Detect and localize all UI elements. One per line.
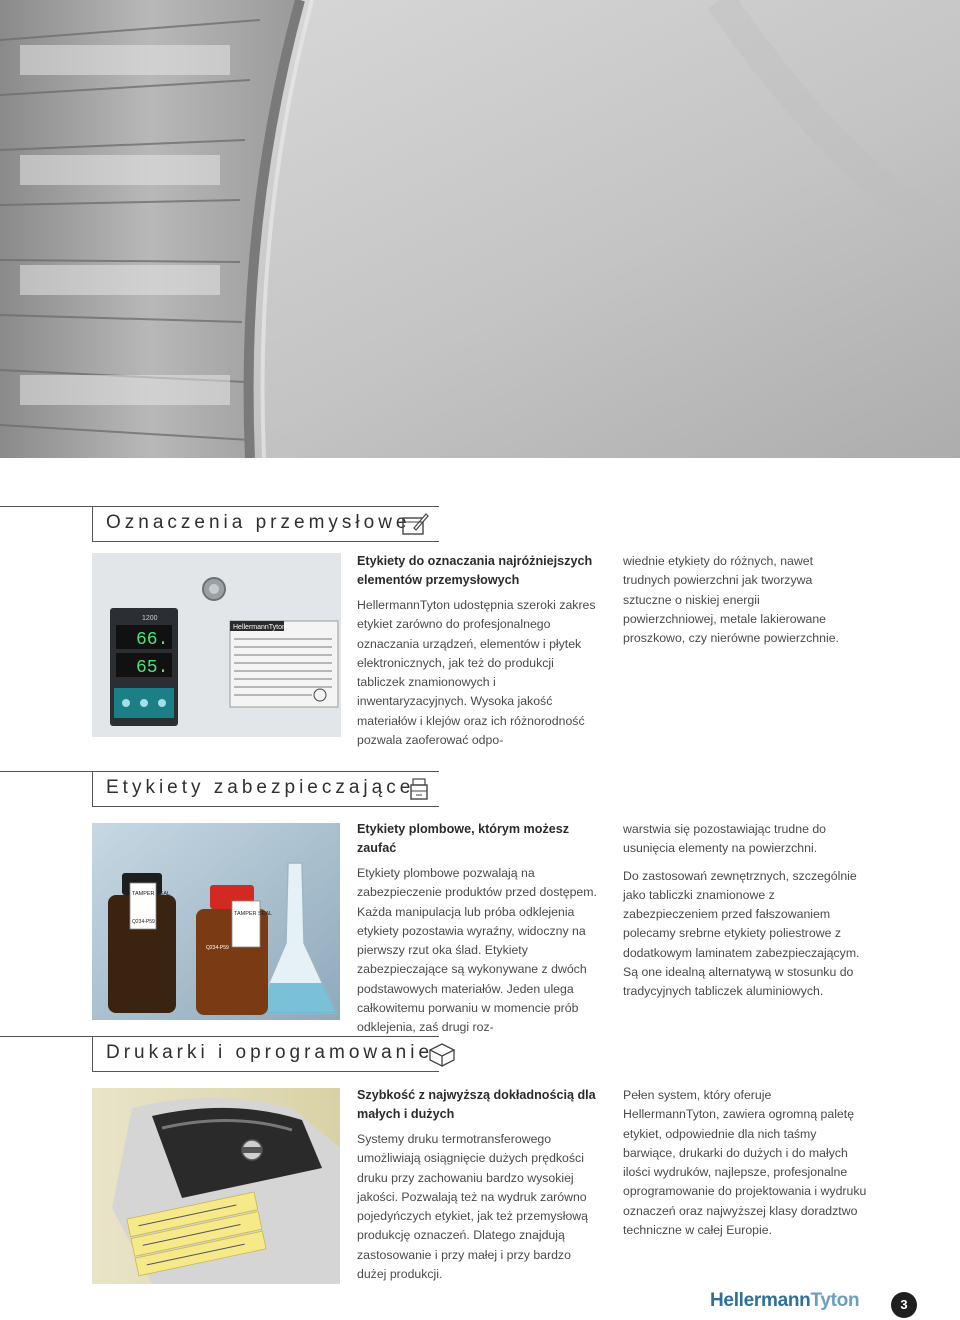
section3-right-column: [623, 1086, 869, 1248]
section2-paragraph-2: warstwia się pozostawiając trudne do usunięcia elementy na powierzchni.: [623, 822, 827, 856]
page-number: 3: [891, 1292, 917, 1318]
section1-heading: Etykiety do oznaczania najróżniejszych elementów przemysłowych: [357, 554, 593, 587]
label-pen-icon: [400, 508, 430, 538]
section-title: Etykiety zabezpieczające: [106, 777, 415, 798]
seal-text-1: TAMPER SEAL: [132, 891, 171, 897]
section-header-security: [0, 771, 440, 807]
section2-right-column: [623, 820, 863, 1010]
display-top-readout: 66.: [136, 630, 169, 650]
section-header-industrial: [0, 506, 440, 542]
gear-closeup-image: [0, 0, 960, 458]
seal-code-1: Q234-P59: [132, 919, 155, 925]
section3-heading: Szybkość z najwyższą dokładnością dla małych i dużych: [357, 1088, 596, 1121]
section-title: Drukarki i oprogramowanie: [106, 1042, 434, 1063]
controller-label: 1200: [142, 615, 158, 622]
brand-part1: Hellermann: [710, 1290, 811, 1311]
section2-paragraph-3: Do zastosowań zewnętrznych, szczególnie jako tabliczki znamionowe z zabezpieczeniem przed fałszowaniem polecamy srebrne etykiety poliestrowe z dodatkowym laminatem zabezpieczającym. Są one idealną alternatywą w stosunku do tradycyjnych tabliczek aluminiowych.: [623, 868, 860, 999]
section-title: Oznaczenia przemysłowe: [106, 512, 411, 533]
tamper-seal-bottles-photo: [92, 823, 340, 1020]
display-bottom-readout: 65.: [136, 658, 169, 678]
section1-paragraph-1: HellermannTyton udostępnia szeroki zakres etykiet zarówno do profesjonalnego oznaczania urządzeń, elementów i płytek elektronicznych, jak też do produkcji tabliczek znamionowych i inwentaryzacyjnych. Wysoka jakość materiałów i klejów oraz ich różnorodność pozwala zaoferować odpo-: [357, 598, 596, 748]
header-rule: [0, 506, 92, 507]
section3-paragraph-1: Systemy druku termotransferowego umożliwiają osiągnięcie dużych prędkości druku przy zachowaniu bardzo wysokiej jakości. Pozwalają też na wydruk zarówno pojedyńczych etykiet, jak też przemysłową produkcję oznaczeń. Dlatego znajdują zastosowanie i przy małej i przy bardzo dużej produkcji.: [357, 1132, 589, 1282]
section2-heading: Etykiety plombowe, którym możesz zaufać: [357, 822, 570, 855]
section1-right-column: [623, 552, 855, 656]
section3-left-column: [357, 1086, 597, 1292]
hellermanntyton-logo: [710, 1290, 859, 1312]
section2-paragraph-1: Etykiety plombowe pozwalają na zabezpieczenie produktów przed dostępem. Każda manipulacja lub próba odklejenia etykiety pozostawia wyraźny, widoczny na pierwszy rzut oka ślad. Etykiety zabezpieczające są wykonywane z dwóch podstawowych materiałów. Jeden ulega całkowitemu porwaniu w momencie prób odklejenia, zaś drugi roz-: [357, 866, 597, 1035]
section3-paragraph-2: Pełen system, który oferuje HellermannTyton, zawiera ogromną paletę etykiet, odpowiednie dla nich taśmy barwiące, drukarki do dużych i do małych ilości wydruków, najlepsze, profesjonalne oprogramowanie do projektowania i wydruku oznaczeń oraz najwyższej klasy doradztwo techniczne w całej Europie.: [623, 1088, 867, 1238]
section1-paragraph-2: wiednie etykiety do różnych, nawet trudnych powierzchni jak tworzywa sztuczne o niskiej energii powierzchniowej, metale lakierowane proszkowo, czy nierówne powierzchnie.: [623, 554, 839, 646]
brand-part2: Tyton: [810, 1290, 860, 1311]
label-printer-photo: [92, 1088, 340, 1284]
section1-left-column: [357, 552, 597, 758]
section2-left-column: [357, 820, 597, 1046]
hero-photo-metal-gear: [0, 0, 960, 458]
panel-brand: HellermannTyton: [233, 624, 286, 631]
header-rule: [0, 1036, 92, 1037]
industrial-panel-photo: [92, 553, 341, 737]
printer-box-icon: [426, 1038, 456, 1068]
section-header-printers: [0, 1036, 440, 1072]
seal-text-2: TAMPER SEAL: [234, 911, 273, 917]
security-seal-icon: [404, 773, 434, 803]
seal-code-2: Q234-P59: [206, 945, 229, 951]
header-rule: [0, 771, 92, 772]
